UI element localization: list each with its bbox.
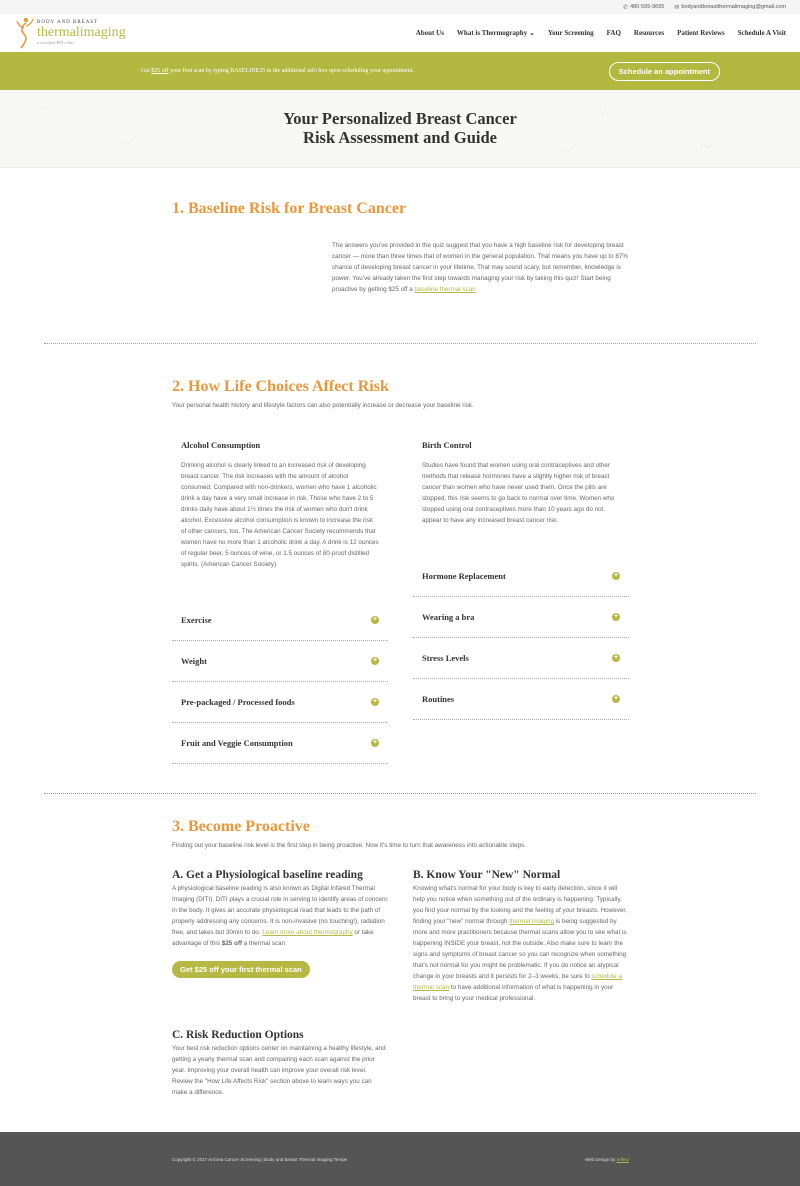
nav-label: What is Thermography <box>456 29 528 37</box>
main-nav <box>416 29 786 37</box>
plus-circle-icon: + <box>613 654 619 661</box>
accordion-fruit-veggie[interactable] <box>172 723 388 764</box>
email-address: bodyandbreastthermalimaging@gmail.com <box>681 4 786 10</box>
nav-your-screening[interactable]: Your Screening <box>547 29 594 37</box>
phone-number: 480-595-9695 <box>630 4 665 10</box>
accordion-label: Routines <box>422 694 455 704</box>
plus-circle-icon: + <box>613 695 619 702</box>
title-line-1: Your Personalized Breast Cancer <box>283 108 517 128</box>
promo-highlight: $25 off <box>151 68 169 74</box>
bird-decor-icon: 〰 <box>560 144 573 158</box>
accordion-weight[interactable] <box>172 641 388 682</box>
section-1-body <box>332 240 628 295</box>
copyright-text: Copyright © 2017 Arizona Cancer Screening | Body and Breast Thermal Imaging Tempe <box>172 1156 348 1162</box>
bird-decor-icon: 〰 <box>600 106 613 120</box>
baseline-reading-title: A. Get a Physiological baseline reading <box>172 869 363 881</box>
b-body-text-1: Knowing what's normal for your body is key to early detection, since it will help you notice when something out of the ordinary is happening. Typically, you find your normal by the looking and the feeling of your breasts. However, finding your "new" normal through <box>413 885 627 925</box>
section-divider <box>44 793 756 794</box>
bird-decor-icon: 〰 <box>40 102 53 116</box>
thermal-imaging-link[interactable]: thermal imaging <box>509 918 554 925</box>
risk-reduction-title: C. Risk Reduction Options <box>172 1029 304 1041</box>
nav-schedule-a-visit[interactable]: Schedule A Visit <box>737 29 786 37</box>
accordion-label: Pre-packaged / Processed foods <box>181 697 295 707</box>
accordion-exercise[interactable] <box>172 600 388 641</box>
promo-pre: Get <box>141 68 152 74</box>
accordion-label: Weight <box>181 656 207 666</box>
nav-what-is-thermography[interactable] <box>457 29 535 37</box>
birth-control-card <box>413 440 629 526</box>
accordion-stress-levels[interactable] <box>413 638 629 679</box>
plus-circle-icon: + <box>372 698 378 705</box>
top-contact-bar <box>0 0 800 14</box>
bird-decor-icon: 〰 <box>700 140 713 154</box>
logo-sub-text: a certified BTI clinic <box>37 40 75 46</box>
section-2-title: 2. How Life Choices Affect Risk <box>172 378 389 395</box>
title-line-2: Risk Assessment and Guide <box>303 127 497 147</box>
site-footer <box>0 1132 800 1186</box>
section-1-title: 1. Baseline Risk for Breast Cancer <box>172 200 407 217</box>
section-3-intro: Finding out your baseline risk level is the first step in being proactive. Now it's time to turn that awareness into actionable steps. <box>172 842 527 849</box>
get-25-off-button[interactable]: Get $25 off your first thermal scan <box>172 961 310 978</box>
risk-reduction-body: Your best risk reduction options center on maintaining a healthy lifestyle, and getting a yearly thermal scan and compairing each scan against the prior year. Improving your overall health can improve your overall risk level. Review the "How Life Affects Risk" section above to learn ways you can make a difference. <box>172 1045 386 1096</box>
nav-faq[interactable]: FAQ <box>606 29 621 37</box>
plus-circle-icon: + <box>613 613 619 620</box>
page-title <box>283 110 517 148</box>
promo-banner <box>0 52 800 90</box>
chevron-down-icon: ⌄ <box>528 29 535 37</box>
accordion-label: Hormone Replacement <box>422 571 506 581</box>
section-2-intro: Your personal health history and lifestyle factors can also potentially increase or decrease your baseline risk. <box>172 402 474 409</box>
plus-circle-icon: + <box>372 616 378 623</box>
new-normal-block <box>413 869 629 1004</box>
alcohol-body: Drinking alcohol is clearly linked to an increased risk of developing breast cancer. The risk increases with the amount of alcohol consumed. Compared with non-drinkers, women who have 1 alcoholic drink a day have a very small increase in risk. Those who have 2 to 5 drinks daily have about 1½ times the risk of women who don't drink alcohol. Excessive alcohol consumption is known to increase the risk of other cancers, too. The American Cancer Society recommends that women have no more than 1 alcoholic drink a day. A drink is 12 ounces of regular beer, 5 ounces of wine, or 1.5 ounces of 80-proof distilled spirits. (American Cancer Society) <box>181 462 379 568</box>
nav-patient-reviews[interactable]: Patient Reviews <box>677 29 725 37</box>
schedule-appointment-button[interactable]: Schedule an appointment <box>609 62 720 81</box>
site-header <box>0 14 800 52</box>
s1-body-text: The answers you've provided in the quiz suggest that you have a high baseline risk for developing breast cancer — more than three times that of women in the general population. That means you have up to 87% chance of developing breast cancer in your lifetime. That may sound scary, but remember, knowledge is power. You've already taken the first step towards managing your risk by taking this quiz! Start being proactive by getting $25 off a <box>332 242 629 293</box>
nav-resources[interactable]: Resources <box>633 29 665 37</box>
accordion-processed-foods[interactable] <box>172 682 388 723</box>
section-divider <box>44 343 756 344</box>
baseline-scan-link[interactable]: baseline thermal scan <box>414 286 476 293</box>
logo-main-text: thermalimaging <box>37 25 126 41</box>
b-body-text-2: is being suggested by more and more practitioners because thermal scans allow you to see what is happening INSIDE your breast, not the outside. Also make sure to learn the signs and symptoms of breast cancer so you can recognize when something that's not normal for you might be problematic. If you do notice an atypical change in your breasts and it persists for 2–3 weeks, be sure to <box>413 918 627 980</box>
hero-banner <box>0 90 800 168</box>
a-end-text: a thermal scan <box>242 940 286 947</box>
plus-circle-icon: + <box>613 572 619 579</box>
section-3-title: 3. Become Proactive <box>172 818 310 835</box>
plus-circle-icon: + <box>372 739 378 746</box>
web-design-link[interactable]: reffect <box>616 1156 629 1162</box>
logo-top-text: BODY AND BREAST <box>37 20 99 26</box>
b-body-text-3: to have additional information of what is happening in your breast to bring to your medical professional. <box>413 984 614 1002</box>
accordion-routines[interactable] <box>413 679 629 720</box>
envelope-icon: ✉ <box>674 4 680 11</box>
a-bold-text: $25 off <box>221 940 243 947</box>
site-logo[interactable] <box>16 16 126 50</box>
phone-icon: ✆ <box>623 4 629 11</box>
email-contact[interactable] <box>674 4 786 11</box>
learn-thermography-link[interactable]: Learn more about thermography <box>262 929 353 936</box>
a-body-text: A physiological baseline reading is also known as Digital Infared Thermal Imaging (DITI). DITI plays a crucial role in serving to identify areas of concern in the body. It gives an accurate physiological read that leads to the path of properly addressing any concerns. It is non-invasive (no touching!), radiation free, and takes but 30min to do. <box>172 885 388 936</box>
a-mid-text: or take advantage of this <box>172 929 374 947</box>
web-design-credit <box>585 1157 629 1162</box>
baseline-reading-body <box>172 883 388 949</box>
new-normal-title: B. Know Your "New" Normal <box>413 869 561 881</box>
alcohol-title: Alcohol Consumption <box>181 440 261 450</box>
accordion-hormone-replacement[interactable] <box>413 556 629 597</box>
figure-logo-icon <box>16 16 34 50</box>
design-label: Web Design by <box>584 1156 617 1162</box>
baseline-reading-block <box>172 869 388 978</box>
new-normal-body <box>413 883 629 1004</box>
schedule-thermal-scan-link[interactable]: schedule a thermal scan <box>413 973 622 991</box>
birth-control-body: Studies have found that women using oral contraceptives and other methods that release hormones have a slightly higher risk of breast cancer than women who have never used them. Once the pills are stopped, this risk seems to go back to normal over time. Women who stopped using oral contraceptives more than 10 years ago do not appear to have any increased breast cancer risk. <box>422 462 615 524</box>
accordion-wearing-bra[interactable] <box>413 597 629 638</box>
risk-reduction-block <box>172 1029 388 1098</box>
phone-contact[interactable] <box>623 4 664 11</box>
alcohol-card <box>172 440 388 570</box>
bird-decor-icon: 〰 <box>120 136 133 150</box>
nav-about-us[interactable]: About Us <box>415 29 444 37</box>
accordion-label: Fruit and Veggie Consumption <box>181 738 293 748</box>
promo-text <box>141 68 414 74</box>
accordion-label: Exercise <box>181 615 212 625</box>
plus-circle-icon: + <box>372 657 378 664</box>
accordion-label: Wearing a bra <box>422 612 475 622</box>
promo-post: your first scan by typing BASELINE25 in the additional info box upon scheduling your appointment. <box>168 68 414 74</box>
birth-control-title: Birth Control <box>422 440 472 450</box>
accordion-label: Stress Levels <box>422 653 469 663</box>
